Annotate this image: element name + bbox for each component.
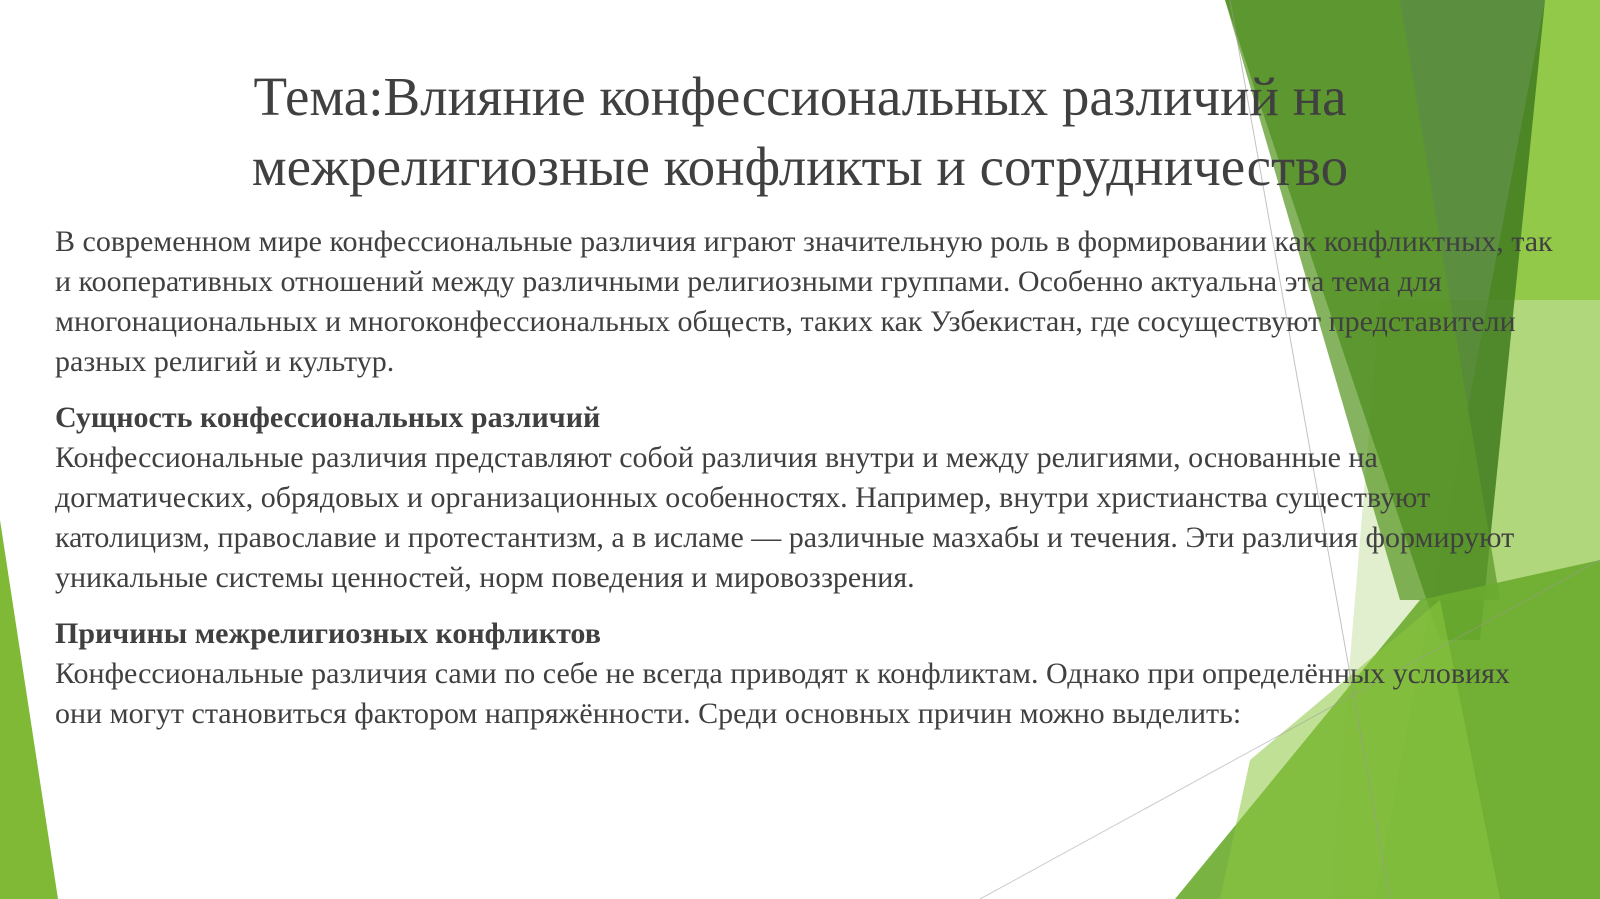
slide-body [55, 222, 1555, 750]
section-heading: Сущность конфессиональных различий [55, 401, 601, 434]
section-text: Конфессиональные различия сами по себе не всегда приводят к конфликтам. Однако при определённых условиях они могут становиться фактором напряжённости. Среди основных причин можно выделить: [55, 657, 1510, 730]
section-essence [55, 398, 1555, 598]
section-text: Конфессиональные различия представляют собой различия внутри и между религиями, основанные на догматических, обрядовых и организационных особенностях. Например, внутри христианства существуют католицизм, православие и протестантизм, а в исламе — различные мазхабы и течения. Эти различия формируют уникальные системы ценностей, норм поведения и мировоззрения. [55, 441, 1515, 594]
slide-title: Тема:Влияние конфессиональных различий на межрелигиозные конфликты и сотрудничество [251, 66, 1349, 197]
section-causes [55, 614, 1555, 734]
intro-paragraph: В современном мире конфессиональные различия играют значительную роль в формировании как конфликтных, так и кооперативных отношений между различными религиозными группами. Особенно актуальна эта тема для многонациональных и многоконфессиональных обществ, таких как Узбекистан, где сосуществуют представители разных религий и культур. [55, 225, 1553, 378]
section-heading: Причины межрелигиозных конфликтов [55, 617, 601, 650]
left-green-wedge [0, 520, 58, 899]
